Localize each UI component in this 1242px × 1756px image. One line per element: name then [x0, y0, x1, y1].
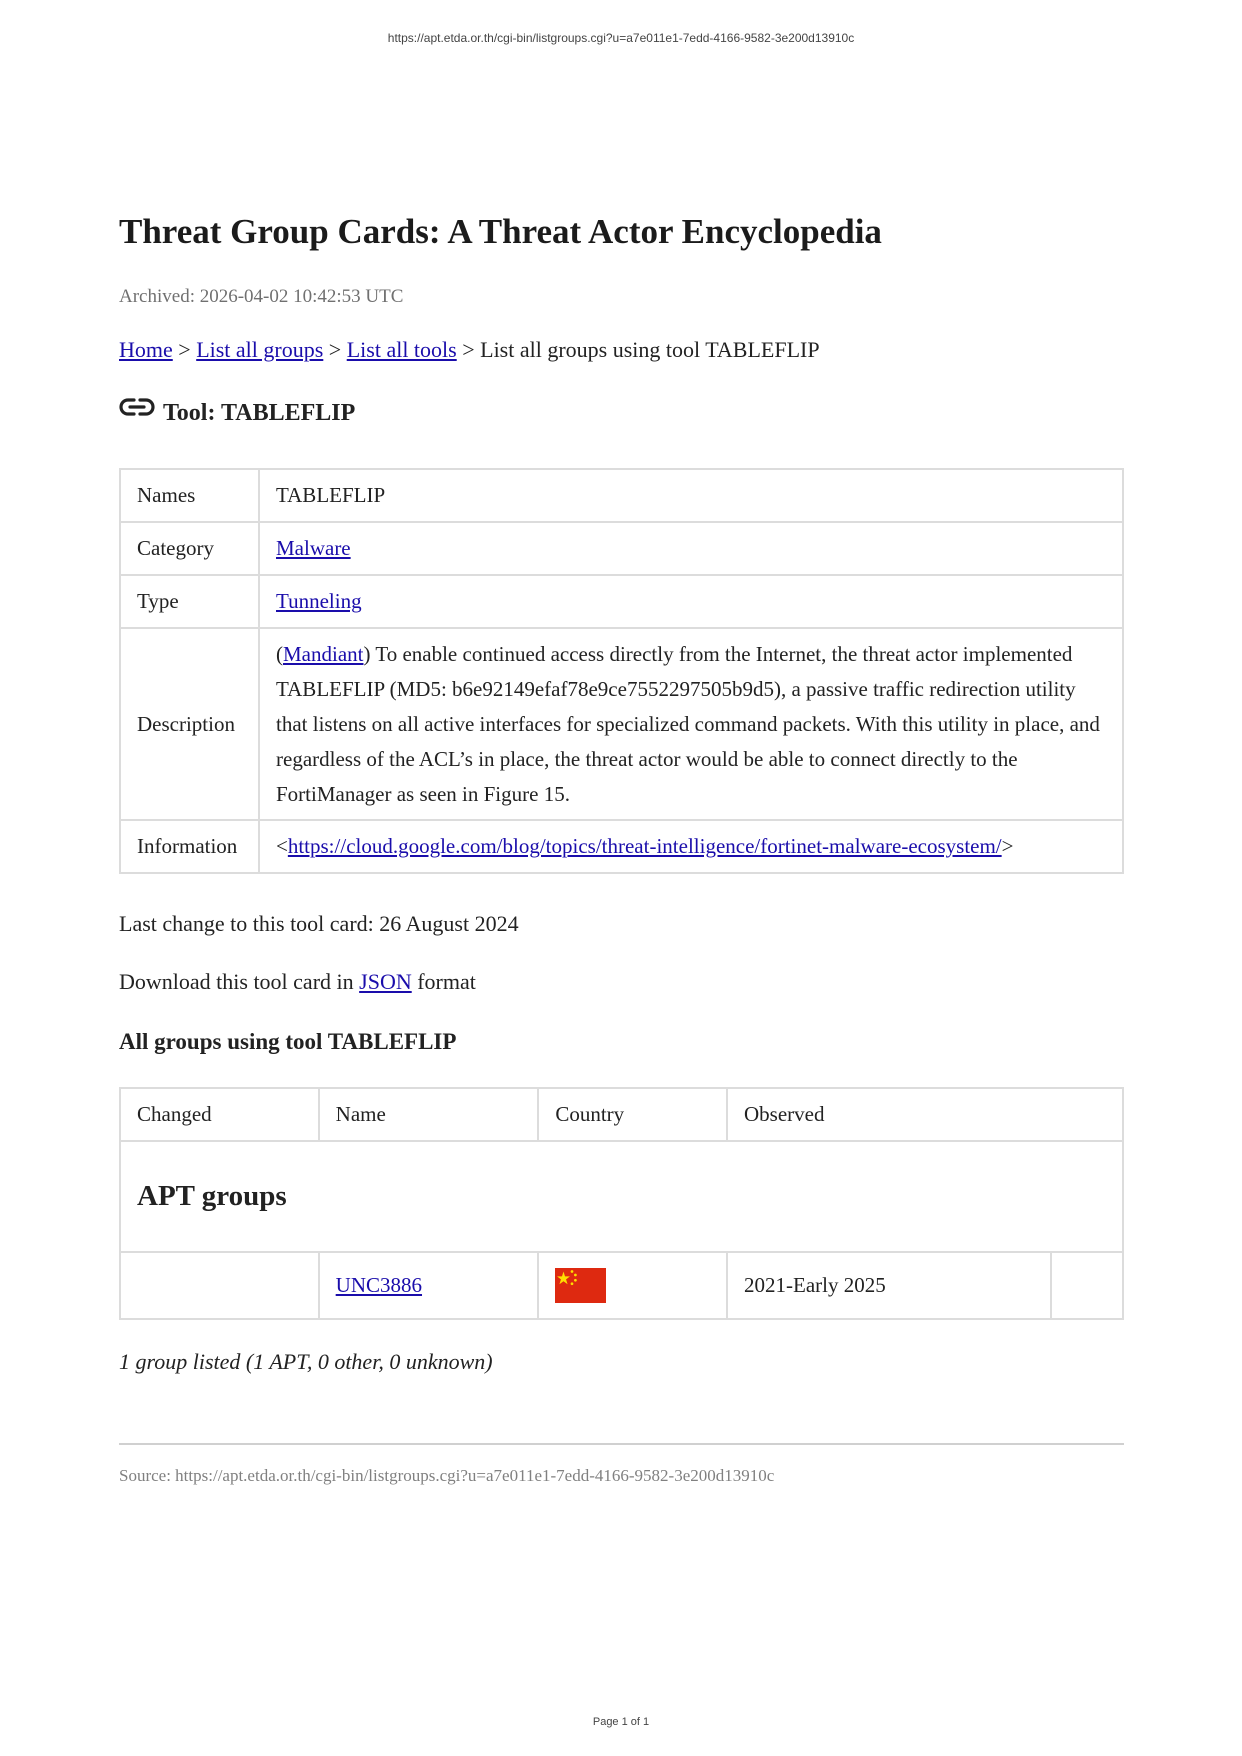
- tool-information-value: [259, 820, 1123, 873]
- groups-table: [119, 1087, 1124, 1320]
- breadcrumb-separator: >: [172, 337, 197, 362]
- tool-category-cell: [259, 522, 1123, 575]
- source-url: Source: https://apt.etda.or.th/cgi-bin/listgroups.cgi?u=a7e011e1-7edd-4166-9582-3e200d13910c: [119, 1466, 775, 1485]
- column-header-changed: Changed: [120, 1088, 319, 1141]
- groups-summary: 1 group listed (1 APT, 0 other, 0 unknown): [119, 1349, 493, 1374]
- groups-heading: All groups using tool TABLEFLIP: [119, 1029, 457, 1054]
- section-title-apt-groups: APT groups: [137, 1180, 287, 1212]
- groups-header-row: [120, 1088, 1123, 1141]
- china-flag-icon: [555, 1268, 606, 1303]
- link-icon: [119, 396, 155, 418]
- group-extra-cell: [1051, 1252, 1123, 1319]
- tool-description-value: [259, 628, 1123, 820]
- tool-row-category: [120, 522, 1123, 575]
- breadcrumb-current: > List all groups using tool TABLEFLIP: [456, 337, 820, 362]
- group-changed-cell: [120, 1252, 319, 1319]
- column-header-observed: Observed: [727, 1088, 1123, 1141]
- tool-heading: [119, 400, 355, 427]
- tool-info-table: [119, 468, 1124, 874]
- page-title: Threat Group Cards: A Threat Actor Encyclopedia: [119, 212, 882, 251]
- tool-row-names: [120, 469, 1123, 522]
- breadcrumb-list-groups-link[interactable]: List all groups: [196, 337, 324, 362]
- page-number: Page 1 of 1: [592, 1716, 650, 1728]
- tool-row-description: [120, 628, 1123, 820]
- tool-type-link[interactable]: Tunneling: [276, 589, 362, 613]
- description-open-paren: (: [276, 641, 283, 666]
- info-lt: <: [276, 834, 288, 858]
- breadcrumb-separator: >: [323, 337, 347, 362]
- description-source-link[interactable]: Mandiant: [283, 641, 364, 666]
- tool-names-label: Names: [120, 469, 259, 522]
- group-name-cell: [319, 1252, 539, 1319]
- download-json-link[interactable]: JSON: [359, 969, 412, 994]
- tool-type-label: Type: [120, 575, 259, 628]
- column-header-country: Country: [538, 1088, 727, 1141]
- last-change-text: Last change to this tool card: 26 August 2024: [119, 911, 519, 936]
- footer-divider: [119, 1443, 1124, 1445]
- breadcrumb: [119, 337, 820, 363]
- download-line: [119, 969, 476, 995]
- info-gt: >: [1001, 834, 1014, 858]
- tool-names-value: TABLEFLIP: [259, 469, 1123, 522]
- information-link[interactable]: https://cloud.google.com/blog/topics/threat-intelligence/fortinet-malware-ecosystem/: [287, 834, 1002, 858]
- print-header-url: https://apt.etda.or.th/cgi-bin/listgroups.cgi?u=a7e011e1-7edd-4166-9582-3e200d13910c: [387, 31, 855, 45]
- breadcrumb-list-tools-link[interactable]: List all tools: [346, 337, 457, 362]
- column-header-name: Name: [319, 1088, 539, 1141]
- tool-information-label: Information: [120, 820, 259, 873]
- tool-category-link[interactable]: Malware: [276, 536, 351, 560]
- groups-section-row: [120, 1141, 1123, 1252]
- description-text: ) To enable continued access directly from the Internet, the threat actor implemented TABLEFLIP (MD5: b6e92149efaf78e9ce7552297505b9d5), a passive traffic redirection utility that listens on all active interfaces for specialized command packets. With this utility in place, and regardless of the ACL’s in place, the threat actor would be able to connect directly to the FortiManager as seen in Figure 15.: [276, 641, 1100, 806]
- breadcrumb-home-link[interactable]: Home: [119, 337, 173, 362]
- archived-timestamp: Archived: 2026-04-02 10:42:53 UTC: [119, 286, 404, 307]
- download-suffix: format: [411, 969, 476, 994]
- tool-description-label: Description: [120, 628, 259, 820]
- tool-row-information: [120, 820, 1123, 873]
- group-observed-cell: 2021-Early 2025: [727, 1252, 1051, 1319]
- group-country-cell: [538, 1252, 727, 1319]
- download-prefix: Download this tool card in: [119, 969, 360, 994]
- tool-row-type: [120, 575, 1123, 628]
- tool-type-cell: [259, 575, 1123, 628]
- groups-section-cell: [120, 1141, 1123, 1252]
- tool-category-label: Category: [120, 522, 259, 575]
- table-row: [120, 1252, 1123, 1319]
- group-name-link[interactable]: UNC3886: [335, 1273, 423, 1297]
- tool-heading-text: Tool: TABLEFLIP: [163, 400, 356, 426]
